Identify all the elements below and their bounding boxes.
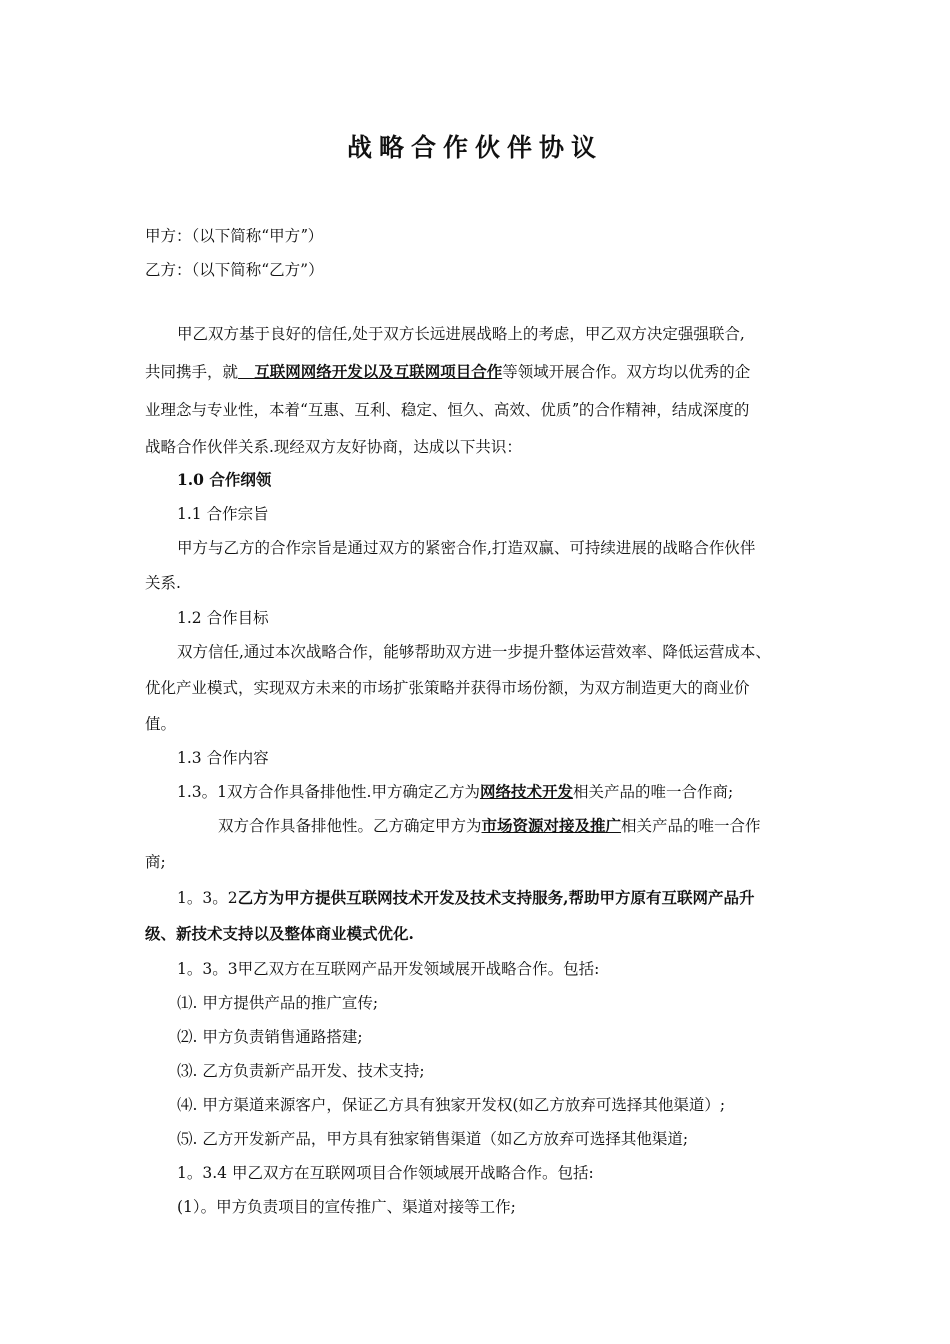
cooperation-field: 互联网网络开发以及互联网项目合作: [238, 362, 503, 381]
party-a-line: 甲方：（以下简称“甲方ˮ）: [145, 227, 324, 245]
item-1-3-2: [177, 886, 755, 910]
item-1-3-1-b-end: 商;: [145, 853, 166, 871]
list-item: (1）。甲方负责项目的宣传推广、渠道对接等工作;: [177, 1198, 516, 1216]
item-1-3-1-b-field: 市场资源对接及推广: [481, 816, 622, 835]
item-1-3-3: 1。3。3甲乙双方在互联网产品开发领域展开战略合作。包括:: [177, 960, 600, 978]
section-1-2-heading: 1.2 合作目标: [177, 609, 269, 627]
item-1-3-1: [177, 780, 733, 804]
item-1-3-1-b-pre: 双方合作具备排他性。乙方确定甲方为: [218, 817, 482, 835]
section-1-1-heading: 1.1 合作宗旨: [177, 505, 269, 523]
item-1-3-4: 1。3.4 甲乙双方在互联网项目合作领域展开战略合作。包括:: [177, 1164, 594, 1182]
intro-line-3: 业理念与专业性，本着“互惠、互利、稳定、恒久、高效、优质ˮ的合作精神，结成深度的: [145, 401, 750, 419]
section-1-2-line-2: 优化产业模式，实现双方未来的市场扩张策略并获得市场份额，为双方制造更大的商业价: [145, 679, 750, 697]
intro-line-4: 战略合作伙伴关系.现经双方友好协商，达成以下共识：: [145, 438, 522, 456]
list-item: ⑸. 乙方开发新产品，甲方具有独家销售渠道（如乙方放弃可选择其他渠道;: [177, 1130, 689, 1148]
section-1-1-line-2: 关系.: [145, 574, 181, 592]
party-b-line: 乙方：（以下简称“乙方”）: [145, 261, 324, 279]
item-1-3-1-b: [218, 814, 761, 838]
section-1-2-line-1: 双方信任,通过本次战略合作，能够帮助双方进一步提升整体运营效率、降低运营成本、: [177, 643, 771, 661]
section-1-3-heading: 1.3 合作内容: [177, 749, 269, 767]
intro-line-1: 甲乙双方基于良好的信任,处于双方长远进展战略上的考虑，甲乙双方决定强强联合,: [177, 325, 745, 343]
intro-line-2-pre: 共同携手，就: [145, 363, 239, 381]
list-item: ⑷. 甲方渠道来源客户，保证乙方具有独家开发权(如乙方放弃可选择其他渠道）;: [177, 1096, 726, 1114]
item-1-3-2-num: 1。3。2: [177, 889, 238, 907]
list-item: ⑵. 甲方负责销售通路搭建;: [177, 1028, 363, 1046]
item-1-3-1-post: 相关产品的唯一合作商;: [572, 783, 734, 801]
section-1-2-line-3: 值。: [145, 715, 177, 733]
document-title: 战略合作伙伴协议: [346, 133, 603, 162]
section-1-1-line-1: 甲方与乙方的合作宗旨是通过双方的紧密合作,打造双赢、可持续进展的战略合作伙伴: [177, 539, 756, 557]
intro-line-2-post: 等领域开展合作。双方均以优秀的企: [502, 363, 751, 381]
item-1-3-1-b-post: 相关产品的唯一合作: [621, 817, 761, 835]
item-1-3-1-field: 网络技术开发: [479, 782, 573, 801]
item-1-3-2-text: 乙方为甲方提供互联网技术开发及技术支持服务,帮助甲方原有互联网产品升: [237, 888, 755, 907]
section-1-heading: 1.0 合作纲领: [177, 470, 272, 489]
item-1-3-2-line-2: 级、新技术支持以及整体商业模式优化.: [145, 924, 414, 943]
intro-line-2: [145, 360, 750, 384]
item-1-3-1-pre: 1.3。1双方合作具备排他性.甲方确定乙方为: [177, 783, 480, 801]
list-item: ⑶. 乙方负责新产品开发、技术支持;: [177, 1062, 425, 1080]
list-item: ⑴. 甲方提供产品的推广宣传;: [177, 994, 379, 1012]
